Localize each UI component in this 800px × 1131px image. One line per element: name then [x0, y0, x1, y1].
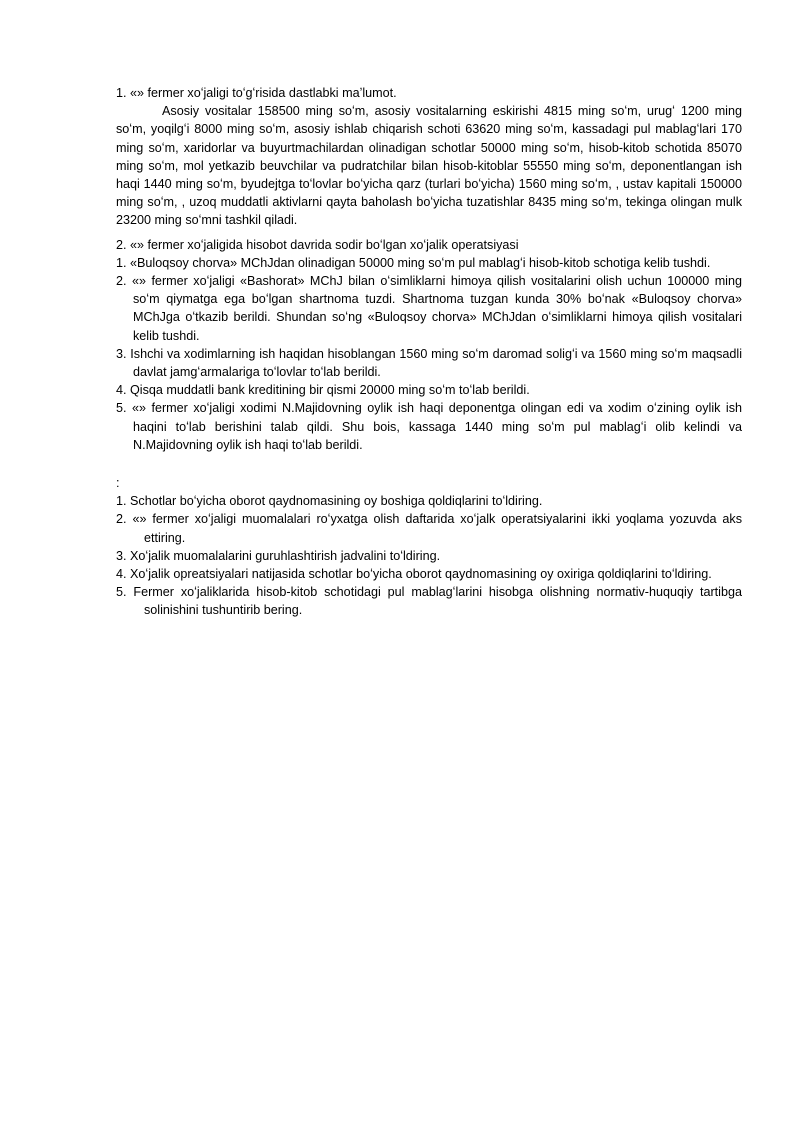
task-item-5: 5. Fermer xoʻjaliklarida hisob-kitob schotidagi pul mablagʻlarini hisobga olishning normativ-huquqiy tartibga solinishini tushuntirib bering.: [116, 585, 742, 618]
section-1-title: 1. «» fermer xoʻjaligi toʻgʻrisida dastlabki maʼlumot.: [116, 86, 397, 100]
operation-item-4: 4. Qisqa muddatli bank kreditining bir qismi 20000 ming soʻm toʻlab berildi.: [116, 383, 530, 398]
operation-item-5: 5. «» fermer xoʻjaligi xodimi N.Majidovning oylik ish haqi deponentga olingan edi va xodim oʻzining oylik ish haqini toʻlab berishini talab qildi. Shu bois, kassaga 1440 ming soʻm pul mablagʻi olib kelindi va N.Majidovning oylik ish haqi toʻlab berildi.: [116, 401, 742, 452]
section-1-paragraph: Asosiy vositalar 158500 ming soʻm, asosiy vositalarning eskirishi 4815 ming soʻm, urugʻ 1200 ming soʻm, yoqilgʻi 8000 ming soʻm, asosiy ishlab chiqarish schoti 63620 ming soʻm, kassadagi pul mablagʻlari 170 ming soʻm, xaridorlar va buyurtmachilardan olinadigan schotlar 50000 ming soʻm, hisob-kitob schotida 85070 ming soʻm, mol yetkazib beuvchilar va pudratchilar bilan hisob-kitoblar 55550 ming soʻm, deponentlangan ish haqi 1440 ming soʻm, byudejtga toʻlovlar boʻyicha qarz (turlari boʻyicha) 1560 ming soʻm, , ustav kapitali 150000 ming soʻm, , uzoq muddatli aktivlarni qayta baholash boʻyicha tuzatishlar 8435 ming soʻm, tekinga olingan mulk 23200 ming soʻmni tashkil qiladi.: [116, 104, 742, 228]
task-item-3: 3. Xoʻjalik muomalalarini guruhlashtirish jadvalini toʻldiring.: [116, 548, 441, 563]
operations-list: [116, 254, 742, 454]
task-item-1: 1. Schotlar boʻyicha oborot qaydnomasining oy boshiga qoldiqlarini toʻldiring.: [116, 494, 543, 509]
document-body: [116, 84, 742, 620]
operation-item-2: 2. «» fermer xoʻjaligi «Bashorat» MChJ bilan oʻsimliklarni himoya qilish vositalarini olish uchun 100000 ming soʻm qiymatga ega boʻlgan shartnoma tuzdi. Shartnoma tuzgan kunda 30% boʻnak «Buloqsoy chorva» MChJga oʻtkazib berildi. Shundan soʻng «Buloqsoy chorva» MChJdan oʻsimliklarni himoya qilish vositalari kelib tushdi.: [116, 274, 742, 343]
task-item-2: 2. «» fermer xoʻjaligi muomalalari roʻyxatga olish daftarida xoʻjalk operatsiyalarini ikki yoqlama yozuvda aks ettiring.: [116, 512, 742, 545]
spacer: [116, 454, 742, 474]
operation-item-1: 1. «Buloqsoy chorva» MChJdan olinadigan 50000 ming soʻm pul mablagʻi hisob-kitob schotiga kelib tushdi.: [116, 255, 711, 270]
task-item-4: 4. Xoʻjalik opreatsiyalari natijasida schotlar boʻyicha oborot qaydnomasining oy oxiriga qoldiqlarini toʻldiring.: [116, 567, 712, 582]
section-2-title: 2. «» fermer xoʻjaligida hisobot davrida sodir boʻlgan xoʻjalik operatsiyasi: [116, 237, 519, 252]
operation-item-3: 3. Ishchi va xodimlarning ish haqidan hisoblangan 1560 ming soʻm daromad soligʻi va 1560 ming soʻm maqsadli davlat jamgʻarmalariga toʻlovlar toʻlab berildi.: [116, 346, 742, 380]
tasks-list: [116, 492, 742, 619]
tasks-heading: :: [116, 476, 120, 491]
